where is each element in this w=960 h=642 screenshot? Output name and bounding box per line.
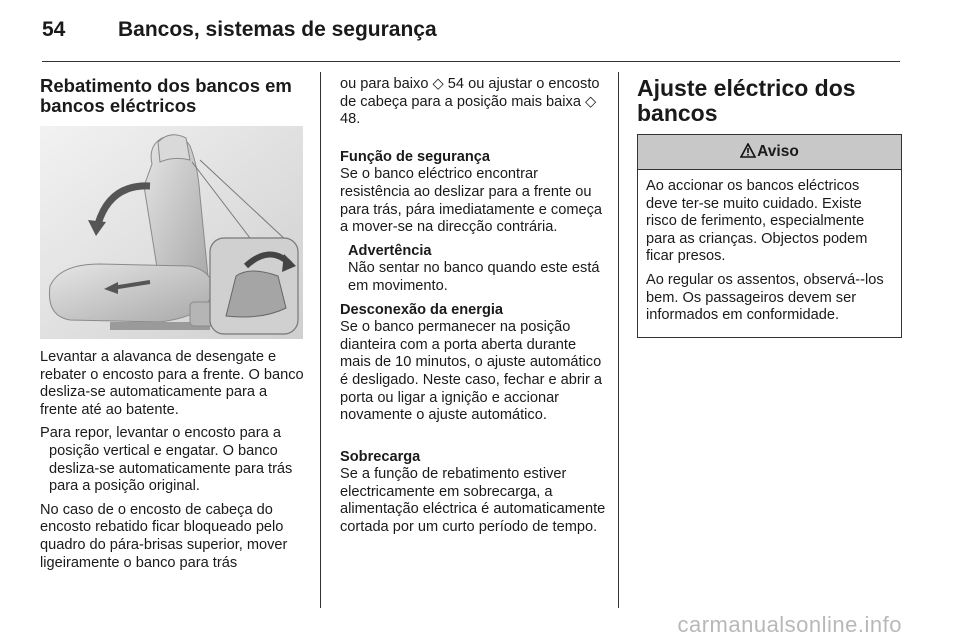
- page-reference-2[interactable]: 48.: [340, 111, 361, 128]
- continued-text-b: ou ajustar o encosto de cabeça para a posição mais baixa: [340, 76, 600, 110]
- page-title: Bancos, sistemas de segurança: [118, 18, 437, 41]
- continued-paragraph: [340, 76, 606, 129]
- seat-folding-illustration: [40, 126, 303, 339]
- overload-text: Se a função de rebatimento estiver electricamente em sobrecarga, a alimentação eléctrica é automaticamente cortada por um curto período de tempo.: [340, 466, 606, 536]
- page-reference-icon: ◇: [585, 93, 597, 110]
- warning-box-paragraph-2: Ao regular os assentos, observá--los bem. Os passageiros devem ser informados em conformidade.: [646, 271, 884, 324]
- page-header: [42, 18, 902, 58]
- continued-text-a: ou para baixo: [340, 76, 433, 92]
- column-divider-1: [320, 72, 321, 608]
- heading-line-2: bancos eléctricos: [40, 95, 197, 116]
- warning-title: Advertência: [348, 242, 432, 259]
- warning-box-title: Aviso: [757, 143, 799, 160]
- header-divider: [42, 61, 900, 62]
- column-3: [637, 76, 902, 338]
- paragraph-2: Para repor, levantar o encosto para a posição vertical e engatar. O banco desliza-se automaticamente para trás para a posição original.: [40, 425, 293, 495]
- safety-function-text: Se o banco eléctrico encontrar resistência ao deslizar para a frente ou para trás, pára imediatamente e começa a mover-se na direcção contrária.: [340, 166, 603, 236]
- section-heading-folding: [40, 76, 306, 116]
- heading-line-2: bancos: [637, 100, 718, 126]
- paragraph-3: No caso de o encosto de cabeça do encosto rebatido ficar bloqueado pelo quadro do pára-brisas superior, mover ligeiramente o banco para trás: [40, 501, 288, 571]
- warning-box-paragraph-1: Ao accionar os bancos eléctricos deve ter-se muito cuidado. Existe risco de ferimento, especialmente para as crianças. Objectos podem ficar presos.: [646, 178, 868, 265]
- column-1: [40, 76, 306, 578]
- paragraph-1: Levantar a alavanca de desengate e rebater o encosto para a frente. O banco desliza-se automaticamente para a frente até ao batente.: [40, 349, 304, 418]
- section-heading-electric-adjust: [637, 76, 902, 126]
- column-2: [340, 76, 606, 543]
- column-divider-2: [618, 72, 619, 608]
- warning-box-header: [638, 135, 901, 170]
- page-number: 54: [42, 18, 66, 41]
- subheading-overload: Sobrecarga: [340, 448, 421, 465]
- heading-line-1: Rebatimento dos bancos em: [40, 75, 292, 96]
- subheading-safety-function: Função de segurança: [340, 148, 491, 165]
- page-reference-icon: ◇: [432, 76, 444, 92]
- page-reference-1[interactable]: 54: [447, 76, 465, 92]
- warning-box: [637, 134, 902, 338]
- power-disconnect-text: Se o banco permanecer na posição dianteira com a porta aberta durante mais de 10 minutos, o ajuste automático é desligado. Neste caso, fechar e abrir a porta ou ligar a ignição e accionar novamente o ajuste automático.: [340, 319, 603, 424]
- heading-line-1: Ajuste eléctrico dos: [637, 75, 856, 101]
- subheading-power-disconnect: Desconexão da energia: [340, 301, 504, 318]
- warning-box-body: [638, 170, 901, 337]
- warning-block: [340, 243, 606, 296]
- watermark: carmanualsonline.info: [677, 612, 902, 637]
- warning-text: Não sentar no banco quando este está em movimento.: [348, 260, 600, 294]
- warning-triangle-icon: [740, 143, 756, 158]
